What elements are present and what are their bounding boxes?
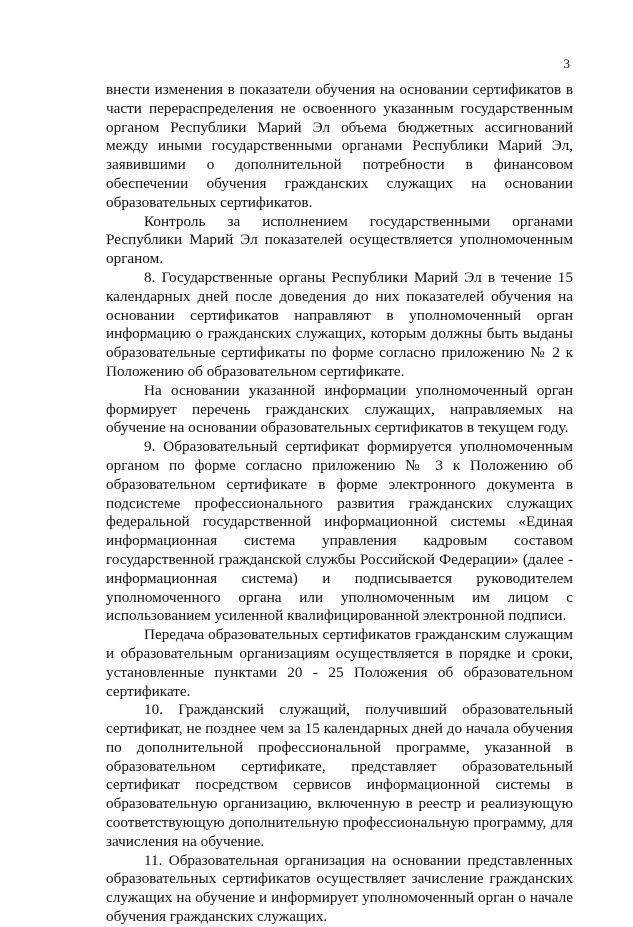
document-body (106, 81, 573, 927)
paragraph-item-8: 8. Государственные органы Республики Марий Эл в течение 15 календарных дней после доведения до них показателей обучения на основании сертификатов направляют в уполномоченный орган информацию о гражданских служащих, которым должны быть выданы образовательные сертификаты по форме согласно приложению № 2 к Положению об образовательном сертификате. (106, 268, 573, 380)
page-number: 3 (563, 56, 570, 71)
paragraph-continuation: внести изменения в показатели обучения на основании сертификатов в части перераспределения не освоенного указанным государственным органом Республики Марий Эл объема бюджетных ассигнований между иными государственными органами Республики Марий Эл, заявившими о дополнительной потребности в финансовом обеспечении обучения гражданских служащих на основании образовательных сертификатов. (106, 81, 573, 211)
paragraph-item-9: 9. Образовательный сертификат формируется уполномоченным органом по форме согласно приложению № 3 к Положению об образовательном сертификате в форме электронного документа в подсистеме профессионального развития гражданских служащих федеральной государственной информационной системы «Единая информационная система управления кадровым составом государственной гражданской службы Российской Федерации» (далее - информационная система) и подписывается руководителем уполномоченного органа или уполномоченным им лицом с использованием усиленной квалифицированной электронной подписи. (106, 438, 573, 625)
paragraph-control: Контроль за исполнением государственными органами Республики Марий Эл показателей осуществляется уполномоченным органом. (106, 212, 573, 268)
paragraph-item-9-transfer: Передача образовательных сертификатов гражданским служащим и образовательным организациям осуществляется в порядке и сроки, установленные пунктами 20 - 25 Положения об образовательном сертификате. (106, 626, 573, 700)
paragraph-item-8-list: На основании указанной информации уполномоченный орган формирует перечень гражданских служащих, направляемых на обучение на основании образовательных сертификатов в текущем году. (106, 381, 573, 437)
paragraph-item-10: 10. Гражданский служащий, получивший образовательный сертификат, не позднее чем за 15 календарных дней до начала обучения по дополнительной профессиональной программе, указанной в образовательном сертификате, представляет образовательный сертификат посредством сервисов информационной системы в образовательную организацию, включенную в реестр и реализующую соответствующую дополнительную профессиональную программу, для зачисления на обучение. (106, 701, 573, 850)
paragraph-item-11: 11. Образовательная организация на основании представленных образовательных сертификатов осуществляет зачисление гражданских служащих на обучение и информирует уполномоченный орган о начале обучения гражданских служащих. (106, 851, 573, 926)
